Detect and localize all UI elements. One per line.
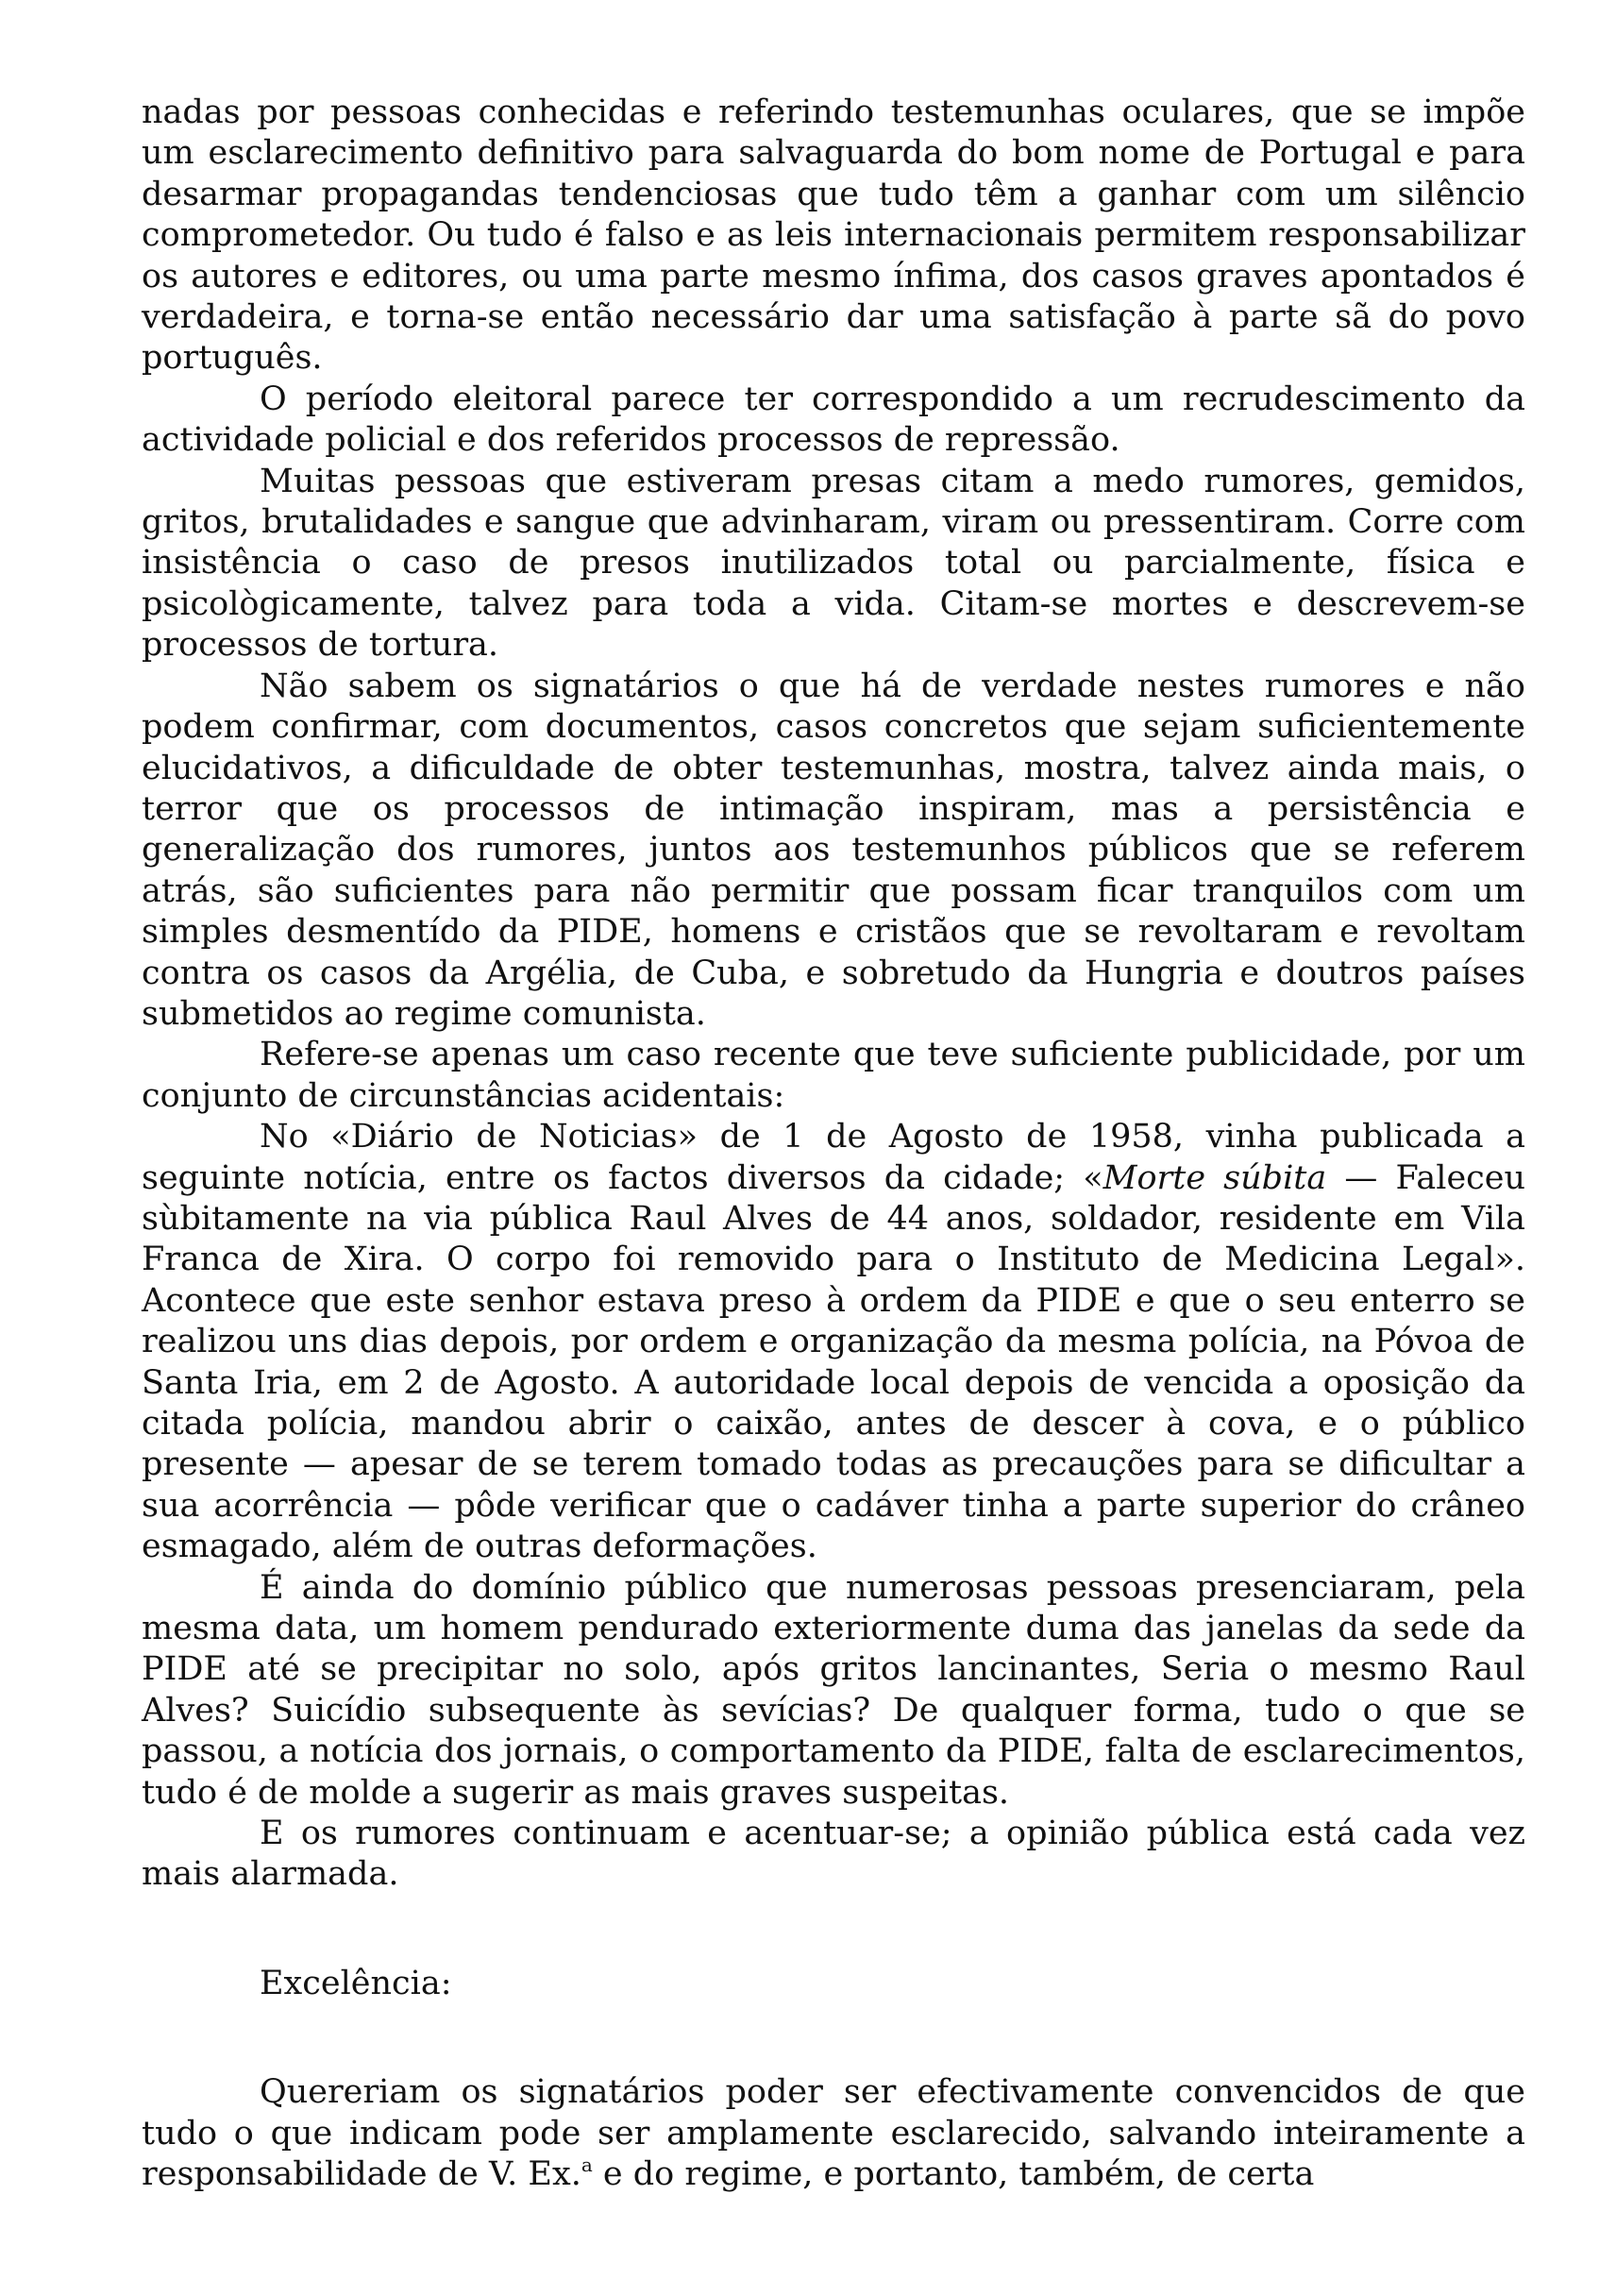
closing-text-after: e do regime, e portanto, também, de certa (592, 2155, 1315, 2194)
newspaper-text-after: — Faleceu sùbitamente na via pública Raul Alves de 44 anos, soldador, residente em Vila Franca de Xira. O corpo foi removido para o Instituto de Medicina Legal». Acontece que este senhor estava preso à ordem da PIDE e que o seu enterro se realizou uns dias depois, por ordem e organização da mesma polícia, na Póvoa de Santa Iria, em 2 de Agosto. A autoridade local depois de vencida a oposição da citada polícia, mandou abrir o caixão, antes de descer à cova, e o público presente — apesar de se terem tomado todas as precauções para se dificultar a sua acorrência — pôde verificar que o cadáver tinha a parte superior do crâneo esmagado, além de outras deformações. (142, 1158, 1526, 1566)
newspaper-headline-italic: Morte súbita (1103, 1158, 1327, 1197)
paragraph-public-witnesses: É ainda do domínio público que numerosas pessoas presenciaram, pela mesma data, um homem pendurado exteriormente duma das janelas da sede da PIDE até se precipitar no solo, após gritos lancinantes, Seria o mesmo Raul Alves? Suicídio subsequente às sevícias? De qualquer forma, tudo o que se passou, a notícia dos jornais, o comportamento da PIDE, falta de esclarecimentos, tudo é de molde a sugerir as mais graves suspeitas. (142, 1568, 1525, 1812)
document-page (142, 93, 1525, 2196)
paragraph-prisoner-rumors: Muitas pessoas que estiveram presas citam a medo rumores, gemidos, gritos, brutalidades e sangue que advinharam, viram ou pressentiram. Corre com insistência o caso de presos inutilizados total ou parcialmente, física e psicològicamente, talvez para toda a vida. Citam-se mortes e descrevem-se processos de tortura. (142, 462, 1525, 665)
paragraph-recent-case: Refere-se apenas um caso recente que teve suficiente publicidade, por um conjunto de circunstâncias acidentais: (142, 1036, 1525, 1115)
closing-superscript: a (581, 2153, 593, 2177)
salutation: Excelência: (260, 1964, 452, 2002)
paragraph-electoral-period: O período eleitoral parece ter correspondido a um recrudescimento da actividade policial e dos referidos processos de repressão. (142, 380, 1525, 460)
paragraph-closing (142, 2072, 1525, 2195)
paragraph-newspaper-report (142, 1117, 1525, 1567)
paragraph-rumors-continue: E os rumores continuam e acentuar-se; a opinião pública está cada vez mais alarmada. (142, 1815, 1525, 1894)
newspaper-text-before: No «Diário de Noticias» de 1 de Agosto de 1958, vinha publicada a seguinte notícia, entre os factos diversos da cidade; « (142, 1118, 1525, 1197)
paragraph-continuation: nadas por pessoas conhecidas e referindo testemunhas oculares, que se impõe um esclarecimento definitivo para salvaguarda do bom nome de Portugal e para desarmar propagandas tendenciosas que tudo têm a ganhar com um silêncio comprometedor. Ou tudo é falso e as leis internacionais permitem responsabilizar os autores e editores, ou uma parte mesmo ínfima, dos casos graves apontados é verdadeira, e torna-se então necessário dar uma satisfação à parte sã do povo português. (142, 93, 1525, 378)
closing-text-before: Quereriam os signatários poder ser efectivamente convencidos de que tudo o que indicam pode ser amplamente esclarecido, salvando inteiramente a responsabilidade de V. Ex. (142, 2073, 1525, 2194)
paragraph-signatories-doubt: Não sabem os signatários o que há de verdade nestes rumores e não podem confirmar, com documentos, casos concretos que sejam suficientemente elucidativos, a dificuldade de obter testemunhas, mostra, talvez ainda mais, o terror que os processos de intimação inspiram, mas a persistência e generalização dos rumores, juntos aos testemunhos públicos que se referem atrás, são suficientes para não permitir que possam ficar tranquilos com um simples desmentído da PIDE, homens e cristãos que se revoltaram e revoltam contra os casos da Argélia, de Cuba, e sobretudo da Hungria e doutros países submetidos ao regime comunista. (142, 667, 1525, 1033)
